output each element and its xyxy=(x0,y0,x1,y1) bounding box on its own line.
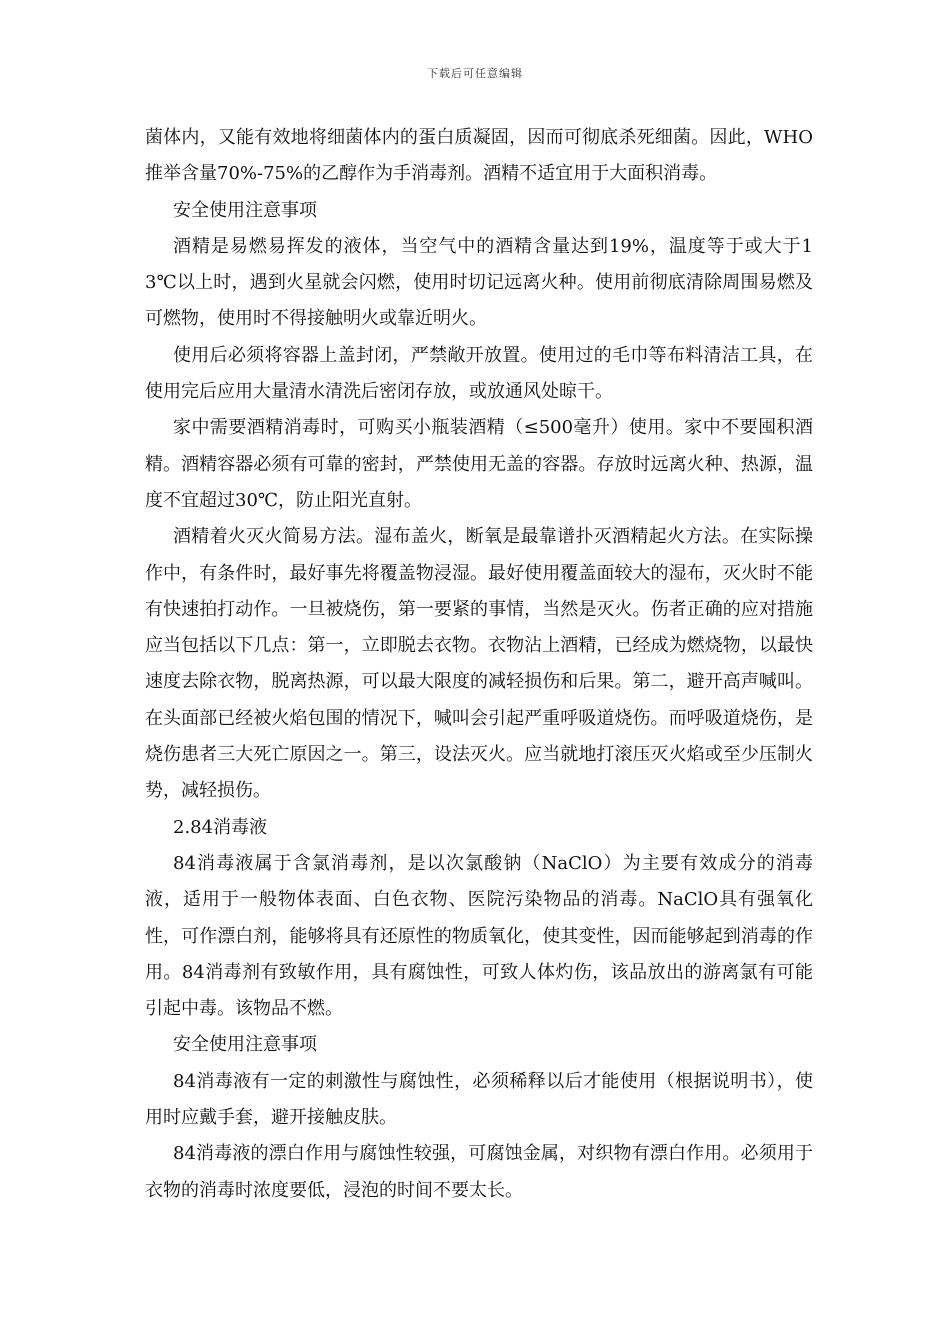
paragraph-bacteria-conclusion: 菌体内，又能有效地将细菌体内的蛋白质凝固，因而可彻底杀死细菌。因此，WHO推举含量70%-75%的乙醇作为手消毒剂。酒精不适宜用于大面积消毒。 xyxy=(145,127,813,185)
paragraph-alcohol-flammable: 酒精是易燃易挥发的液体，当空气中的酒精含量达到19%，温度等于或大于13℃以上时，遇到火星就会闪燃，使用时切记远离火种。使用前彻底清除周围易燃及可燃物，使用时不得接触明火或靠近明火。 xyxy=(145,235,813,330)
section-heading-safety-84: 安全使用注意事项 xyxy=(173,1034,317,1056)
paragraph-84-dilute: 84消毒液有一定的刺激性与腐蚀性，必须稀释以后才能使用（根据说明书），使用时应戴手套，避开接触皮肤。 xyxy=(145,1070,813,1129)
section-heading-84-disinfectant: 2.84消毒液 xyxy=(173,816,268,838)
section-heading-safety-alcohol: 安全使用注意事项 xyxy=(173,199,317,221)
document-body xyxy=(145,120,813,1209)
paragraph-alcohol-storage-after-use: 使用后必须将容器上盖封闭，严禁敞开放置。使用过的毛巾等布料清洁工具，在使用完后应用大量清水清洗后密闭存放，或放通风处晾干。 xyxy=(145,344,813,403)
paragraph-alcohol-fire-extinguish: 酒精着火灭火简易方法。湿布盖火，断氧是最靠谱扑灭酒精起火方法。在实际操作中，有条件时，最好事先将覆盖物浸湿。最好使用覆盖面较大的湿布，灭火时不能有快速拍打动作。一旦被烧伤，第一要紧的事情，当然是灭火。伤者正确的应对措施应当包括以下几点：第一，立即脱去衣物。衣物沾上酒精，已经成为燃烧物，以最快速度去除衣物，脱离热源，可以最大限度的减轻损伤和后果。第二，避开高声喊叫。在头面部已经被火焰包围的情况下，喊叫会引起严重呼吸道烧伤。而呼吸道烧伤，是烧伤患者三大死亡原因之一。第三，设法灭火。应当就地打滚压灭火焰或至少压制火势，减轻损伤。 xyxy=(145,526,813,802)
paragraph-84-bleaching: 84消毒液的漂白作用与腐蚀性较强，可腐蚀金属，对织物有漂白作用。必须用于衣物的消毒时浓度要低，浸泡的时间不要太长。 xyxy=(145,1143,813,1201)
page-header: 下载后可任意编辑 xyxy=(427,67,523,80)
paragraph-alcohol-home-use: 家中需要酒精消毒时，可购买小瓶装酒精（≤500毫升）使用。家中不要囤积酒精。酒精容器必须有可靠的密封，严禁使用无盖的容器。存放时远离火种、热源，温度不宜超过30℃，防止阳光直射。 xyxy=(145,417,813,511)
paragraph-84-description: 84消毒液属于含氯消毒剂，是以次氯酸钠（NaClO）为主要有效成分的消毒液，适用于一般物体表面、白色衣物、医院污染物品的消毒。NaClO具有强氧化性，可作漂白剂，能够将具有还原性的物质氧化，使其变性，因而能够起到消毒的作用。84消毒剂有致敏作用，具有腐蚀性，可致人体灼伤，该品放出的游离氯有可能引起中毒。该物品不燃。 xyxy=(145,852,813,1020)
